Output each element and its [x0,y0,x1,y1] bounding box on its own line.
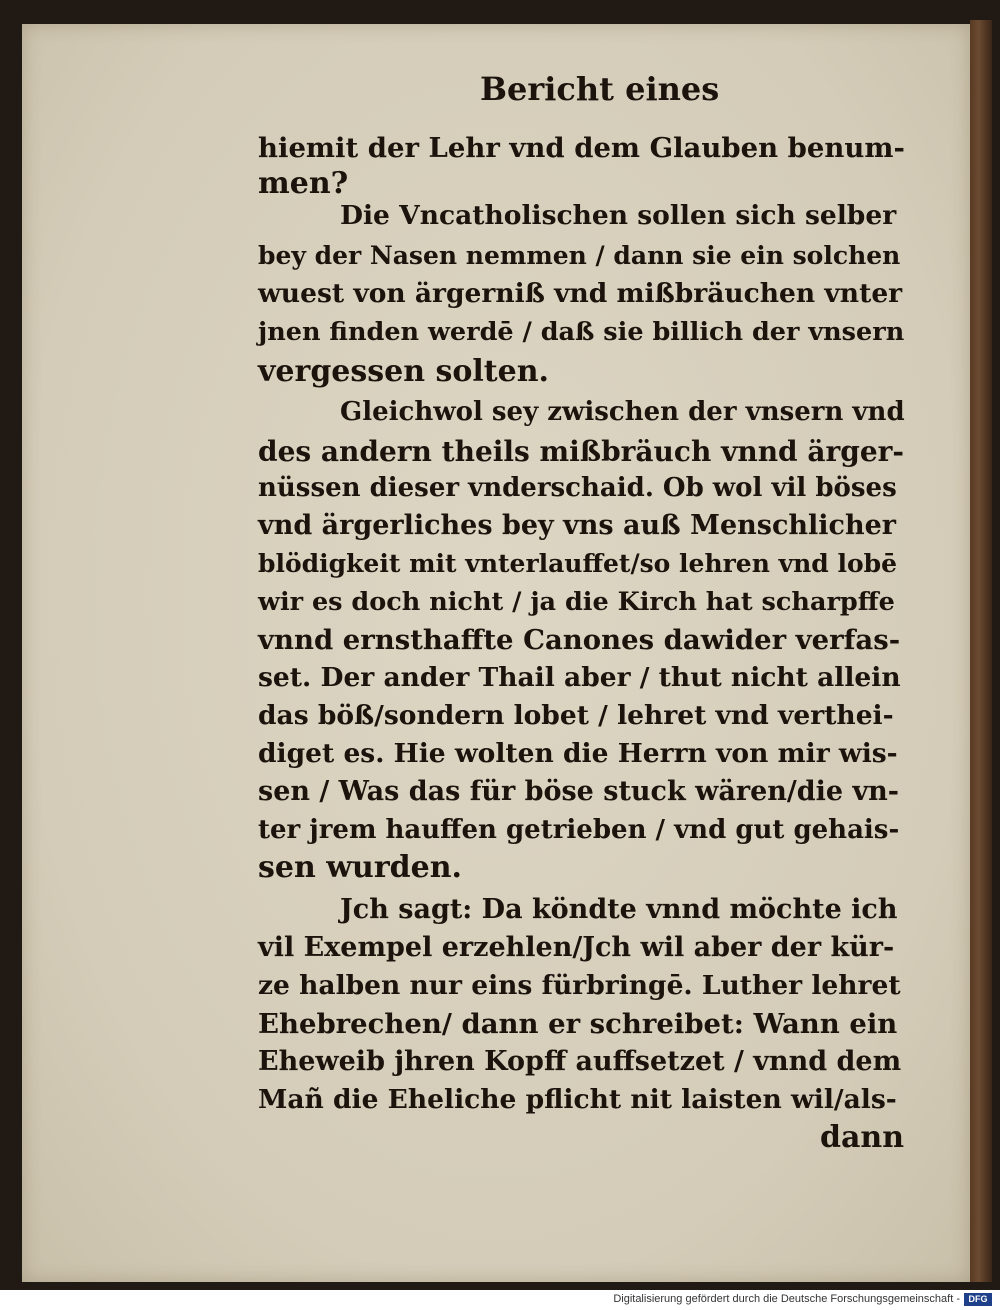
text-line: vergessen solten. [258,354,550,389]
page-header: Bericht eines [480,70,720,108]
text-line: vnd ärgerliches bey vns auß Menschlicher [258,510,897,541]
text-line: das böß/sondern lobet / lehret vnd verthei- [258,700,894,731]
text-line: jnen finden werdē / daß sie billich der vnsern [258,317,905,347]
dfg-logo-icon: DFG [964,1293,992,1306]
text-line: des andern theils mißbräuch vnnd ärger- [258,435,905,468]
text-line: sen wurden. [258,850,462,885]
text-line: wir es doch nicht / ja die Kirch hat scharpffe [258,587,895,617]
text-line: vnnd ernsthaffte Canones dawider verfas- [258,624,901,656]
text-line: blödigkeit mit vnterlauffet/so lehren vnd lobē [258,549,898,578]
text-line: ze halben nur eins fürbringē. Luther lehret [258,970,901,1001]
text-line: Die Vncatholischen sollen sich selber [340,200,897,231]
footer-credit: Digitalisierung gefördert durch die Deutsche Forschungsgemeinschaft - [613,1293,960,1305]
text-line: Eheweib jhren Kopff auffsetzet / vnnd dem [258,1046,902,1077]
text-line: nüssen dieser vnderschaid. Ob wol vil böses [258,473,897,503]
text-line: Gleichwol sey zwischen der vnsern vnd [340,397,905,427]
text-line: men? [258,166,349,201]
text-line: Jch sagt: Da köndte vnnd möchte ich [340,894,898,925]
text-line: set. Der ander Thail aber / thut nicht allein [258,662,901,693]
text-line: vil Exempel erzehlen/Jch wil aber der kür- [258,932,895,963]
text-line: ter jrem hauffen getrieben / vnd gut gehais- [258,815,900,845]
text-line: Mañ die Eheliche pflicht nit laisten wil/als- [258,1084,897,1115]
text-line: bey der Nasen nemmen / dann sie ein solchen [258,241,901,270]
text-line: Ehebrechen/ dann er schreibet: Wann ein [258,1008,898,1040]
catchword: dann [820,1120,905,1155]
text-line: hiemit der Lehr vnd dem Glauben benum- [258,132,905,164]
text-line: wuest von ärgerniß vnd mißbräuchen vnter [258,278,903,309]
text-line: diget es. Hie wolten die Herrn von mir wis- [258,738,898,769]
book-edge [970,20,992,1282]
text-line: sen / Was das für böse stuck wären/die vn- [258,776,899,807]
